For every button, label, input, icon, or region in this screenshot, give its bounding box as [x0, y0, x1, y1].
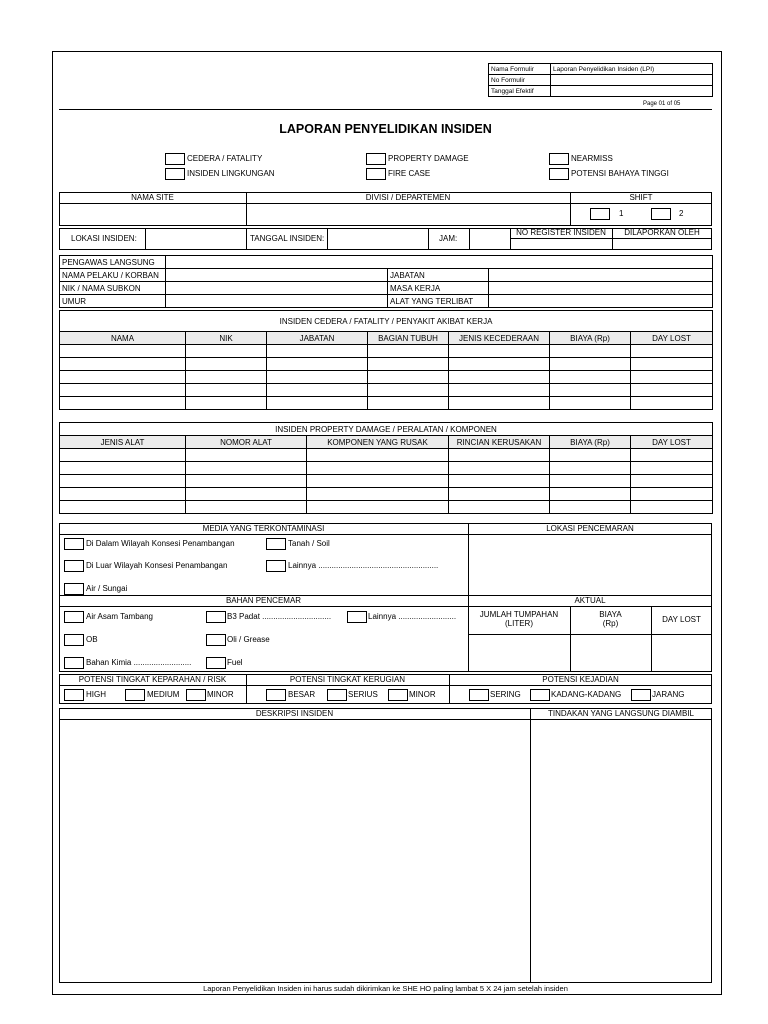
cell[interactable]: [60, 371, 186, 384]
tanggal-field[interactable]: [328, 229, 427, 249]
lokasi-label: LOKASI INSIDEN:: [71, 234, 137, 243]
cell[interactable]: [60, 488, 186, 501]
cell[interactable]: [60, 449, 186, 462]
checkbox-oli[interactable]: [206, 634, 226, 646]
cell[interactable]: [550, 397, 631, 410]
checkbox-ob[interactable]: [64, 634, 84, 646]
label-serius: SERIUS: [348, 690, 378, 699]
label-property: PROPERTY DAMAGE: [388, 154, 469, 163]
divider: [428, 228, 429, 250]
property-col-rincian: RINCIAN KERUSAKAN: [449, 436, 550, 449]
injury-col-nik: NIK: [186, 332, 267, 345]
label-minor: MINOR: [207, 690, 234, 699]
table-row: [60, 488, 713, 501]
divider: [246, 228, 247, 250]
label-sering: SERING: [490, 690, 521, 699]
label-air-asam: Air Asam Tambang: [86, 612, 153, 621]
pengawas-label: PENGAWAS LANGSUNG: [60, 256, 166, 269]
form-page: [52, 51, 722, 995]
form-meta-table: [488, 63, 713, 97]
checkbox-property[interactable]: [366, 153, 386, 165]
label-medium: MEDIUM: [147, 690, 180, 699]
cell[interactable]: [307, 488, 449, 501]
cell[interactable]: [449, 488, 550, 501]
kejadian-header: POTENSI KEJADIAN: [542, 675, 619, 684]
checkbox-b3-padat[interactable]: [206, 611, 226, 623]
cell[interactable]: [631, 462, 713, 475]
table-row: [60, 358, 713, 371]
biaya-header: BIAYA: [599, 610, 622, 619]
persons-table: [59, 255, 713, 308]
cell[interactable]: [449, 345, 550, 358]
property-table: [59, 422, 713, 514]
jumlah-field[interactable]: [469, 635, 569, 671]
property-title: INSIDEN PROPERTY DAMAGE / PERALATAN / KOMPONEN: [60, 423, 713, 436]
property-col-daylost: DAY LOST: [631, 436, 713, 449]
cell[interactable]: [307, 462, 449, 475]
checkbox-besar[interactable]: [266, 689, 286, 701]
cell[interactable]: [60, 475, 186, 488]
label-tanah: Tanah / Soil: [288, 539, 330, 548]
nama-pelaku-field[interactable]: [166, 269, 388, 282]
checkbox-minor-kerugian[interactable]: [388, 689, 408, 701]
cell[interactable]: [550, 449, 631, 462]
cell[interactable]: [550, 358, 631, 371]
cell[interactable]: [186, 384, 267, 397]
jabatan-label: JABATAN: [388, 269, 489, 282]
cell[interactable]: [449, 371, 550, 384]
dilaporkan-header: DILAPORKAN OLEH: [624, 228, 700, 237]
cell[interactable]: [267, 345, 368, 358]
checkbox-potensi[interactable]: [549, 168, 569, 180]
cell[interactable]: [550, 345, 631, 358]
cell[interactable]: [186, 475, 307, 488]
meta-label: Tanggal Efektif: [489, 86, 551, 97]
table-row: [60, 501, 713, 514]
media-header: MEDIA YANG TERKONTAMINASI: [202, 524, 325, 533]
cell[interactable]: [631, 475, 713, 488]
pengawas-field[interactable]: [166, 256, 713, 269]
jam-field[interactable]: [470, 229, 509, 249]
day-lost-header: DAY LOST: [662, 615, 701, 624]
cell[interactable]: [631, 488, 713, 501]
alat-field[interactable]: [489, 295, 713, 308]
aktual-header: AKTUAL: [574, 596, 606, 605]
day-lost-field[interactable]: [652, 635, 711, 671]
cell[interactable]: [60, 501, 186, 514]
umur-field[interactable]: [166, 295, 388, 308]
cell[interactable]: [449, 358, 550, 371]
cell[interactable]: [368, 345, 449, 358]
label-minor-kerugian: MINOR: [409, 690, 436, 699]
cell[interactable]: [631, 501, 713, 514]
checkbox-fire[interactable]: [366, 168, 386, 180]
cell[interactable]: [186, 462, 307, 475]
meta-value[interactable]: [551, 86, 713, 97]
lokasi-pencemaran-header: LOKASI PENCEMARAN: [546, 524, 634, 533]
checkbox-minor[interactable]: [186, 689, 206, 701]
cell[interactable]: [60, 397, 186, 410]
cell[interactable]: [186, 449, 307, 462]
injury-col-jenis: JENIS KECEDERAAN: [449, 332, 550, 345]
shift-header: SHIFT: [629, 193, 653, 202]
label-nearmiss: NEARMISS: [571, 154, 613, 163]
divisi-header: DIVISI / DEPARTEMEN: [365, 193, 451, 202]
pencemar-header: BAHAN PENCEMAR: [225, 596, 302, 605]
checkbox-kadang[interactable]: [530, 689, 550, 701]
cell[interactable]: [307, 449, 449, 462]
injury-title: INSIDEN CEDERA / FATALITY / PENYAKIT AKIBAT KERJA: [60, 311, 713, 332]
divisi-field[interactable]: [247, 204, 569, 225]
checkbox-shift-2[interactable]: [651, 208, 671, 220]
header-divider: [59, 109, 712, 110]
jabatan-field[interactable]: [489, 269, 713, 282]
table-row: [60, 345, 713, 358]
cell[interactable]: [449, 501, 550, 514]
checkbox-serius[interactable]: [327, 689, 347, 701]
cell[interactable]: [550, 475, 631, 488]
label-fuel: Fuel: [227, 658, 243, 667]
label-fire: FIRE CASE: [388, 169, 431, 178]
cell[interactable]: [449, 462, 550, 475]
property-col-nomor: NOMOR ALAT: [186, 436, 307, 449]
cell[interactable]: [186, 397, 267, 410]
checkbox-medium[interactable]: [125, 689, 145, 701]
label-besar: BESAR: [288, 690, 316, 699]
cell[interactable]: [186, 501, 307, 514]
page-number: Page 01 of 05: [643, 101, 681, 107]
cell[interactable]: [186, 371, 267, 384]
tindakan-field[interactable]: [531, 720, 711, 982]
nama-pelaku-label: NAMA PELAKU / KORBAN: [60, 269, 166, 282]
cell[interactable]: [631, 384, 713, 397]
kerugian-header: POTENSI TINGKAT KERUGIAN: [289, 675, 406, 684]
cell[interactable]: [631, 397, 713, 410]
injury-table: [59, 310, 713, 410]
label-dalam-wilayah: Di Dalam Wilayah Konsesi Penambangan: [86, 539, 235, 548]
no-register-header: NO REGISTER INSIDEN: [516, 228, 606, 237]
checkbox-tanah[interactable]: [266, 538, 286, 550]
cell[interactable]: [186, 488, 307, 501]
tindakan-header: TINDAKAN YANG LANGSUNG DIAMBIL: [548, 709, 694, 718]
meta-value[interactable]: [551, 75, 713, 86]
cell[interactable]: [550, 371, 631, 384]
masa-kerja-field[interactable]: [489, 282, 713, 295]
cell[interactable]: [186, 345, 267, 358]
rp-header: (Rp): [602, 619, 619, 628]
table-row: [60, 371, 713, 384]
checkbox-lainnya-pencemar[interactable]: [347, 611, 367, 623]
cell[interactable]: [267, 397, 368, 410]
checkbox-dalam-wilayah[interactable]: [64, 538, 84, 550]
label-ob: OB: [86, 635, 98, 644]
injury-col-biaya: BIAYA (Rp): [550, 332, 631, 345]
cell[interactable]: [267, 384, 368, 397]
label-b3-padat: B3 Padat ...............................: [227, 612, 332, 621]
meta-label: Nama Formulir: [489, 64, 551, 75]
checkbox-luar-wilayah[interactable]: [64, 560, 84, 572]
injury-col-daylost: DAY LOST: [631, 332, 713, 345]
table-row: [60, 397, 713, 410]
cell[interactable]: [60, 345, 186, 358]
keparahan-header: POTENSI TINGKAT KEPARAHAN / RISK: [78, 675, 227, 684]
checkbox-high[interactable]: [64, 689, 84, 701]
checkbox-lainnya-media[interactable]: [266, 560, 286, 572]
cell[interactable]: [550, 501, 631, 514]
biaya-field[interactable]: [571, 635, 650, 671]
label-oli: Oli / Grease: [227, 635, 270, 644]
checkbox-jarang[interactable]: [631, 689, 651, 701]
shift-2-label: 2: [679, 209, 684, 218]
label-cedera: CEDERA / FATALITY: [187, 154, 263, 163]
property-col-komponen: KOMPONEN YANG RUSAK: [307, 436, 449, 449]
table-row: [60, 384, 713, 397]
cell[interactable]: [186, 358, 267, 371]
property-col-biaya: BIAYA (Rp): [550, 436, 631, 449]
shift-1-label: 1: [619, 209, 624, 218]
nama-site-field[interactable]: [60, 204, 245, 225]
label-potensi: POTENSI BAHAYA TINGGI: [571, 169, 669, 178]
cell[interactable]: [368, 371, 449, 384]
label-lainnya-media: Lainnya ......................................................: [288, 561, 439, 570]
meta-value[interactable]: Laporan Penyelidikan Insiden (LPI): [551, 64, 713, 75]
cell[interactable]: [267, 371, 368, 384]
form-title: LAPORAN PENYELIDIKAN INSIDEN: [279, 122, 492, 136]
nama-site-header: NAMA SITE: [131, 193, 174, 202]
label-bahan-kimia: Bahan Kimia ..........................: [86, 658, 192, 667]
deskripsi-field[interactable]: [60, 720, 529, 982]
cell[interactable]: [267, 358, 368, 371]
label-kadang: KADANG-KADANG: [551, 690, 622, 699]
cell[interactable]: [631, 371, 713, 384]
meta-label: No Formulir: [489, 75, 551, 86]
jam-label: JAM:: [439, 234, 458, 243]
checkbox-nearmiss[interactable]: [549, 153, 569, 165]
cell[interactable]: [631, 449, 713, 462]
cell[interactable]: [449, 449, 550, 462]
label-luar-wilayah: Di Luar Wilayah Konsesi Penambangan: [86, 561, 228, 570]
nik-field[interactable]: [166, 282, 388, 295]
cell[interactable]: [550, 462, 631, 475]
cell[interactable]: [307, 501, 449, 514]
cell[interactable]: [60, 358, 186, 371]
injury-col-nama: NAMA: [60, 332, 186, 345]
cell[interactable]: [550, 384, 631, 397]
checkbox-sering[interactable]: [469, 689, 489, 701]
table-row: [60, 462, 713, 475]
checkbox-cedera[interactable]: [165, 153, 185, 165]
cell[interactable]: [550, 488, 631, 501]
checkbox-bahan-kimia[interactable]: [64, 657, 84, 669]
cell[interactable]: [631, 358, 713, 371]
jumlah-tumpahan-header: JUMLAH TUMPAHAN: [479, 610, 559, 619]
injury-col-jabatan: JABATAN: [267, 332, 368, 345]
masa-kerja-label: MASA KERJA: [388, 282, 489, 295]
tanggal-label: TANGGAL INSIDEN:: [250, 234, 325, 243]
umur-label: UMUR: [60, 295, 166, 308]
checkbox-lingkungan[interactable]: [165, 168, 185, 180]
property-col-jenis: JENIS ALAT: [60, 436, 186, 449]
label-jarang: JARANG: [652, 690, 685, 699]
alat-label: ALAT YANG TERLIBAT: [388, 295, 489, 308]
cell[interactable]: [368, 384, 449, 397]
checkbox-air-asam[interactable]: [64, 611, 84, 623]
checkbox-shift-1[interactable]: [590, 208, 610, 220]
cell[interactable]: [449, 397, 550, 410]
liter-header: (LITER): [505, 619, 533, 628]
footer-note: Laporan Penyelidikan Insiden ini harus sudah dikirimkan ke SHE HO paling lambat 5 X 24 jam setelah insiden: [203, 984, 568, 993]
injury-col-bagian: BAGIAN TUBUH: [368, 332, 449, 345]
cell[interactable]: [368, 397, 449, 410]
checkbox-fuel[interactable]: [206, 657, 226, 669]
cell[interactable]: [449, 384, 550, 397]
label-air-sungai: Air / Sungai: [86, 584, 128, 593]
checkbox-air-sungai[interactable]: [64, 583, 84, 595]
label-high: HIGH: [86, 690, 106, 699]
table-row: [60, 449, 713, 462]
label-lingkungan: INSIDEN LINGKUNGAN: [187, 169, 275, 178]
cell[interactable]: [449, 475, 550, 488]
deskripsi-header: DESKRIPSI INSIDEN: [255, 709, 334, 718]
cell[interactable]: [60, 384, 186, 397]
nik-label: NIK / NAMA SUBKON: [60, 282, 166, 295]
table-row: [60, 475, 713, 488]
cell[interactable]: [368, 358, 449, 371]
cell[interactable]: [631, 345, 713, 358]
lokasi-pencemaran-field[interactable]: [469, 535, 711, 594]
cell[interactable]: [307, 475, 449, 488]
cell[interactable]: [60, 462, 186, 475]
lokasi-field[interactable]: [146, 229, 245, 249]
label-lainnya-pencemar: Lainnya ..........................: [368, 612, 457, 621]
